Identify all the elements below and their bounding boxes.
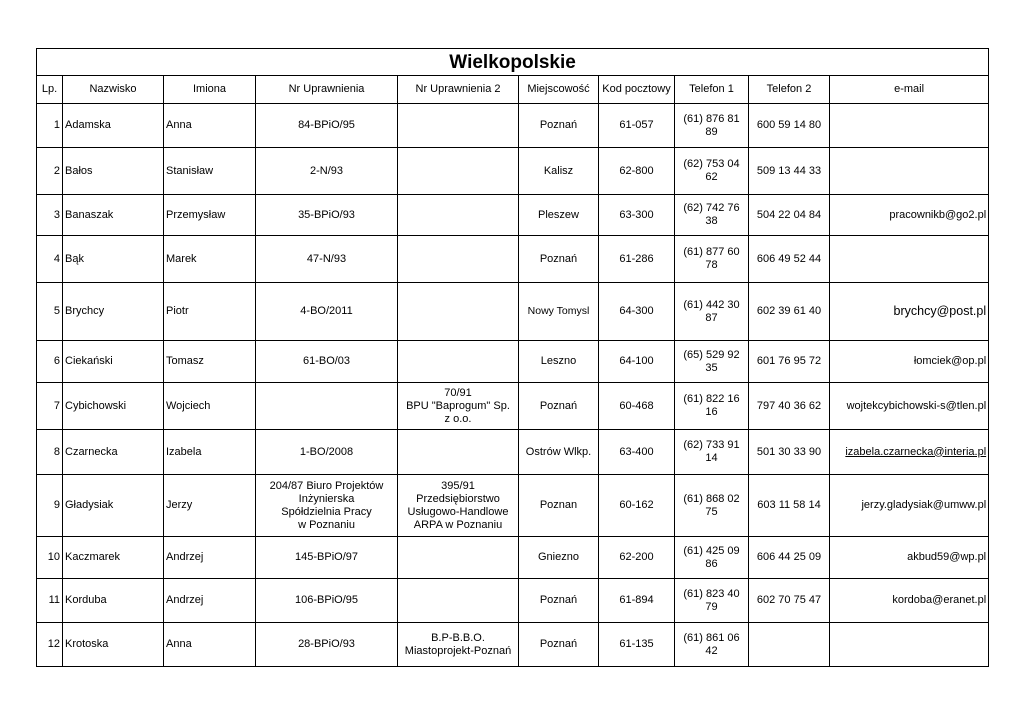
header-miejscowosc: Miejscowość [519,76,599,104]
cell-nr-uprawnienia: 1-BO/2008 [256,430,398,475]
table-row [37,579,989,623]
cell-nazwisko: Ciekański [63,341,164,383]
cell-telefon-2: 504 22 04 84 [749,195,830,236]
registry-table [36,48,989,667]
cell-miejscowosc: Poznań [519,104,599,148]
cell-imiona: Piotr [164,283,256,341]
cell-nazwisko: Banaszak [63,195,164,236]
header-row [37,76,989,104]
cell-miejscowosc: Poznań [519,383,599,430]
header-lp: Lp. [37,76,63,104]
header-nr-uprawnienia: Nr Uprawnienia [256,76,398,104]
cell-nr-uprawnienia-2 [398,579,519,623]
cell-kod-pocztowy: 61-286 [599,236,675,283]
cell-telefon-2: 601 76 95 72 [749,341,830,383]
table-row [37,104,989,148]
cell-telefon-2: 602 39 61 40 [749,283,830,341]
cell-nazwisko: Bąk [63,236,164,283]
header-nazwisko: Nazwisko [63,76,164,104]
cell-telefon-2: 501 30 33 90 [749,430,830,475]
cell-imiona: Anna [164,623,256,667]
cell-telefon-1: (61) 425 09 86 [675,537,749,579]
cell-kod-pocztowy: 64-100 [599,341,675,383]
cell-telefon-2 [749,623,830,667]
cell-email: wojtekcybichowski-s@tlen.pl [830,383,989,430]
cell-nr-uprawnienia-2 [398,341,519,383]
cell-nr-uprawnienia: 35-BPiO/93 [256,195,398,236]
cell-nr-uprawnienia: 106-BPiO/95 [256,579,398,623]
cell-miejscowosc: Poznań [519,579,599,623]
cell-email: akbud59@wp.pl [830,537,989,579]
cell-nazwisko: Korduba [63,579,164,623]
cell-telefon-2: 603 11 58 14 [749,475,830,537]
cell-imiona: Izabela [164,430,256,475]
cell-nr-uprawnienia: 61-BO/03 [256,341,398,383]
header-telefon-2: Telefon 2 [749,76,830,104]
cell-miejscowosc: Ostrów Wlkp. [519,430,599,475]
cell-nazwisko: Krotoska [63,623,164,667]
cell-imiona: Anna [164,104,256,148]
table-row [37,195,989,236]
cell-lp: 8 [37,430,63,475]
cell-kod-pocztowy: 62-200 [599,537,675,579]
cell-nr-uprawnienia: 145-BPiO/97 [256,537,398,579]
cell-imiona: Przemysław [164,195,256,236]
table-body [37,104,989,667]
cell-lp: 6 [37,341,63,383]
cell-nr-uprawnienia-2 [398,104,519,148]
cell-lp: 10 [37,537,63,579]
cell-kod-pocztowy: 61-135 [599,623,675,667]
cell-imiona: Jerzy [164,475,256,537]
cell-telefon-1: (61) 823 40 79 [675,579,749,623]
cell-lp: 2 [37,148,63,195]
cell-kod-pocztowy: 63-400 [599,430,675,475]
cell-miejscowosc: Poznań [519,623,599,667]
cell-telefon-1: (62) 753 04 62 [675,148,749,195]
cell-miejscowosc: Gniezno [519,537,599,579]
page-title: Wielkopolskie [37,49,989,76]
cell-telefon-1: (65) 529 92 35 [675,341,749,383]
cell-nr-uprawnienia-2: 395/91 Przedsiębiorstwo Usługowo-Handlowe ARPA w Poznaniu [398,475,519,537]
cell-telefon-1: (61) 876 81 89 [675,104,749,148]
cell-imiona: Andrzej [164,579,256,623]
cell-email [830,104,989,148]
cell-imiona: Tomasz [164,341,256,383]
cell-lp: 3 [37,195,63,236]
header-kod-pocztowy: Kod pocztowy [599,76,675,104]
cell-telefon-1: (61) 877 60 78 [675,236,749,283]
cell-miejscowosc: Kalisz [519,148,599,195]
cell-nazwisko: Kaczmarek [63,537,164,579]
cell-nr-uprawnienia-2 [398,430,519,475]
cell-nr-uprawnienia-2 [398,236,519,283]
cell-nr-uprawnienia: 47-N/93 [256,236,398,283]
cell-telefon-2: 797 40 36 62 [749,383,830,430]
cell-miejscowosc: Leszno [519,341,599,383]
header-telefon-1: Telefon 1 [675,76,749,104]
table-row [37,475,989,537]
cell-lp: 12 [37,623,63,667]
cell-nr-uprawnienia-2: B.P-B.B.O. Miastoprojekt-Poznań [398,623,519,667]
header-email: e-mail [830,76,989,104]
cell-lp: 9 [37,475,63,537]
cell-nazwisko: Bałos [63,148,164,195]
cell-lp: 11 [37,579,63,623]
header-nr-uprawnienia-2: Nr Uprawnienia 2 [398,76,519,104]
cell-miejscowosc: Poznań [519,236,599,283]
cell-nazwisko: Czarnecka [63,430,164,475]
cell-telefon-2: 606 49 52 44 [749,236,830,283]
cell-nazwisko: Gładysiak [63,475,164,537]
cell-telefon-1: (61) 822 16 16 [675,383,749,430]
cell-imiona: Andrzej [164,537,256,579]
cell-telefon-1: (61) 442 30 87 [675,283,749,341]
cell-nr-uprawnienia: 28-BPiO/93 [256,623,398,667]
cell-telefon-2: 606 44 25 09 [749,537,830,579]
table-row [37,236,989,283]
cell-nr-uprawnienia-2 [398,148,519,195]
cell-nr-uprawnienia-2: 70/91 BPU "Baprogum" Sp. z o.o. [398,383,519,430]
cell-imiona: Stanisław [164,148,256,195]
cell-telefon-2: 509 13 44 33 [749,148,830,195]
cell-telefon-1: (62) 733 91 14 [675,430,749,475]
table-row [37,283,989,341]
cell-email: łomciek@op.pl [830,341,989,383]
cell-email: izabela.czarnecka@interia.pl [830,430,989,475]
cell-kod-pocztowy: 60-468 [599,383,675,430]
cell-lp: 7 [37,383,63,430]
cell-email [830,148,989,195]
cell-nr-uprawnienia: 4-BO/2011 [256,283,398,341]
table-row [37,341,989,383]
cell-miejscowosc: Pleszew [519,195,599,236]
table-row [37,430,989,475]
cell-nr-uprawnienia-2 [398,195,519,236]
cell-email: kordoba@eranet.pl [830,579,989,623]
cell-nazwisko: Cybichowski [63,383,164,430]
cell-email [830,236,989,283]
cell-telefon-2: 602 70 75 47 [749,579,830,623]
cell-telefon-2: 600 59 14 80 [749,104,830,148]
cell-email: brychcy@post.pl [830,283,989,341]
cell-nr-uprawnienia-2 [398,537,519,579]
cell-nr-uprawnienia-2 [398,283,519,341]
table-row [37,148,989,195]
cell-nazwisko: Adamska [63,104,164,148]
cell-kod-pocztowy: 60-162 [599,475,675,537]
cell-telefon-1: (61) 861 06 42 [675,623,749,667]
cell-lp: 5 [37,283,63,341]
cell-nr-uprawnienia: 2-N/93 [256,148,398,195]
cell-telefon-1: (62) 742 76 38 [675,195,749,236]
cell-nr-uprawnienia [256,383,398,430]
cell-nazwisko: Brychcy [63,283,164,341]
cell-email: jerzy.gladysiak@umww.pl [830,475,989,537]
cell-miejscowosc: Nowy Tomysl [519,283,599,341]
cell-imiona: Wojciech [164,383,256,430]
cell-kod-pocztowy: 61-057 [599,104,675,148]
cell-kod-pocztowy: 64-300 [599,283,675,341]
cell-lp: 4 [37,236,63,283]
cell-email: pracownikb@go2.pl [830,195,989,236]
cell-kod-pocztowy: 61-894 [599,579,675,623]
header-imiona: Imiona [164,76,256,104]
cell-kod-pocztowy: 63-300 [599,195,675,236]
table-row [37,537,989,579]
cell-nr-uprawnienia: 84-BPiO/95 [256,104,398,148]
cell-imiona: Marek [164,236,256,283]
cell-kod-pocztowy: 62-800 [599,148,675,195]
table-row [37,383,989,430]
table-row [37,623,989,667]
cell-nr-uprawnienia: 204/87 Biuro Projektów Inżynierska Spółdzielnia Pracy w Poznaniu [256,475,398,537]
cell-lp: 1 [37,104,63,148]
cell-telefon-1: (61) 868 02 75 [675,475,749,537]
cell-miejscowosc: Poznan [519,475,599,537]
cell-email [830,623,989,667]
